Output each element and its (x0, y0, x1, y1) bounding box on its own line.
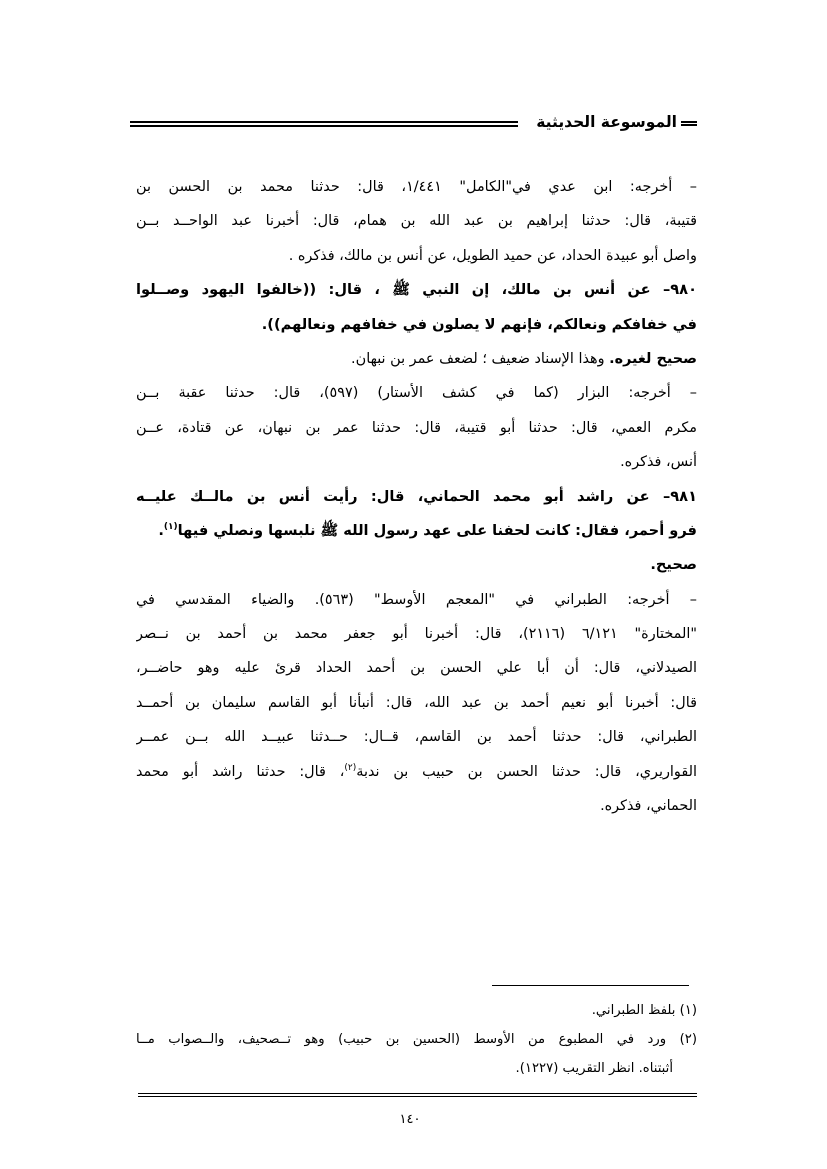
hadith-981-line (136, 514, 697, 548)
header-title: الموسوعة الحديثية (536, 113, 677, 131)
text-line: الصيدلاني، قال: أن أبا علي الحسن بن أحمد الحداد قرئ عليه وهو حاضــر، (136, 660, 697, 677)
header-rule-right (681, 121, 697, 126)
body-text (136, 170, 697, 823)
header-rule-left (130, 121, 518, 127)
grade-note: وهذا الإسناد ضعيف ؛ لضعف عمر بن نبهان. (351, 350, 605, 367)
grade-line: صحيح. (650, 556, 697, 574)
text-line: – أخرجه: الطبراني في "المعجم الأوسط" (٥٦٣). والضياء المقدسي في (136, 591, 697, 608)
text-line: الطبراني، قال: حدثنا أحمد بن القاسم، قــال: حــدثنا عبيــد الله بــن عمــر (136, 729, 697, 746)
text-line: – أخرجه: البزار (كما في كشف الأستار) (٥٩٧)، قال: حدثنا عقبة بــن (136, 385, 697, 402)
hadith-981-line: ٩٨١– عن راشد أبو محمد الحماني، قال: رأيت أنس بن مالــك عليــه (136, 487, 697, 505)
footnotes (136, 996, 697, 1083)
grade-label: صحيح لغيره. (609, 350, 697, 367)
page-number: ١٤٠ (399, 1112, 421, 1127)
footnote-1: (١) بلفظ الطبراني. (591, 1003, 697, 1018)
footnote-2: (٢) ورد في المطبوع من الأوسط (الحسين بن حبيب) وهو تــصحيف، والــصواب مــا (136, 1032, 697, 1047)
grade-line (136, 342, 697, 376)
text-segment: ، قال: حدثنا راشد أبو محمد (136, 763, 345, 780)
text-line: قتيبة، قال: حدثنا إبراهيم بن عبد الله بن همام، قال: أخبرنا عبد الواحــد بــن (136, 213, 697, 230)
footnote-2-continued: أثبتناه. انظر التقريب (١٢٢٧). (515, 1061, 673, 1076)
hadith-981-text: فرو أحمر، فقال: كانت لحفنا على عهد رسول الله ﷺ نلبسها ونصلي فيها (177, 521, 697, 539)
text-segment: القواريري، قال: حدثنا الحسن بن حبيب بن ندبة (356, 763, 697, 780)
footnote-ref-2: (٢) (344, 762, 357, 773)
text-line: أنس، فذكره. (620, 454, 697, 471)
hadith-980-line: ٩٨٠– عن أنس بن مالك، إن النبي ﷺ ، قال: ((خالفوا اليهود وصــلوا (136, 281, 697, 299)
hadith-980-line: في خفافكم ونعالكم، فإنهم لا يصلون في خفافهم ونعالهم)). (261, 315, 697, 333)
bottom-rule (138, 1093, 697, 1097)
footnote-ref-1: (١) (163, 522, 178, 533)
text-line: واصل أبو عبيدة الحداد، عن حميد الطويل، عن أنس بن مالك، فذكره . (288, 247, 697, 264)
text-line (136, 755, 697, 789)
text-line: – أخرجه: ابن عدي في"الكامل" ١/٤٤١، قال: حدثنا محمد بن الحسن بن (136, 179, 697, 195)
text-line: قال: أخبرنا أبو نعيم أحمد بن عبد الله، قال: أنبأنا أبو القاسم سليمان بن أحمــد (136, 694, 697, 711)
hadith-981-end: . (158, 521, 164, 539)
text-line: الحماني، فذكره. (600, 798, 697, 815)
text-line: "المختارة" ٦/١٢١ (٢١١٦)، قال: أخبرنا أبو جعفر محمد بن أحمد بن نــصر (136, 626, 697, 643)
footnote-separator (492, 985, 689, 986)
running-header (130, 110, 697, 134)
text-line: مكرم العمي، قال: حدثنا أبو قتيبة، قال: حدثنا عمر بن نبهان، عن قتادة، عــن (136, 419, 697, 436)
